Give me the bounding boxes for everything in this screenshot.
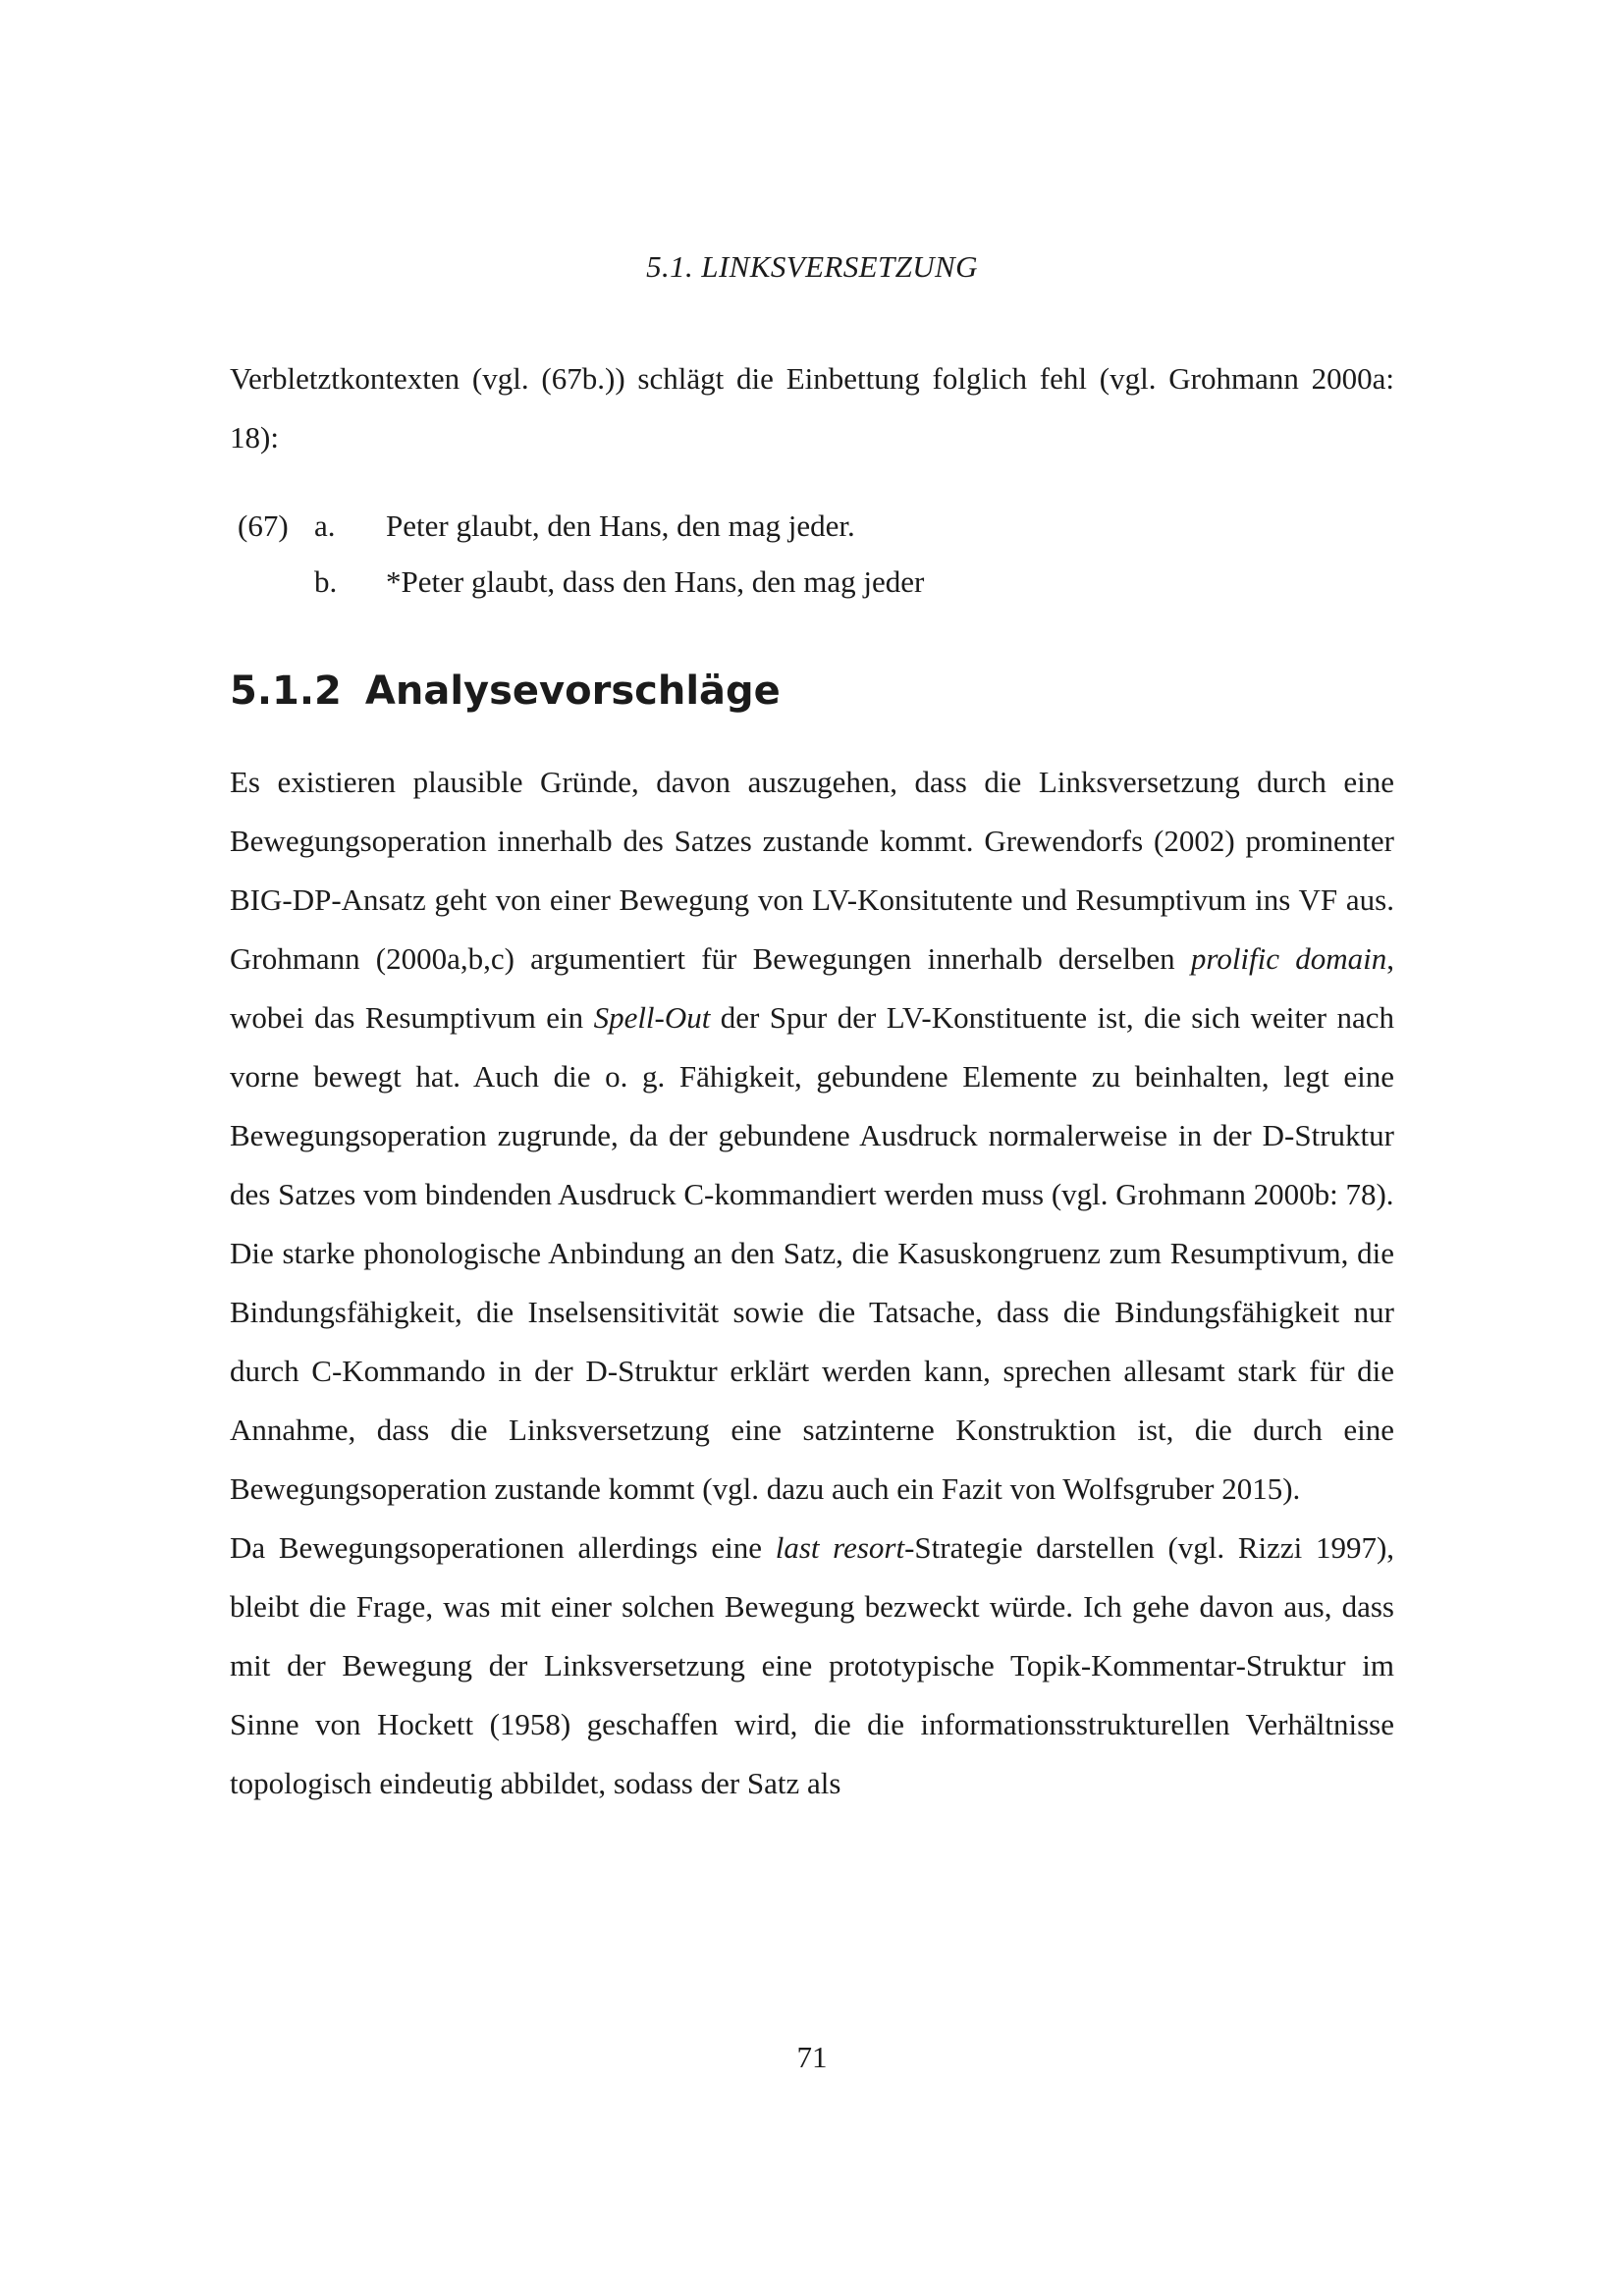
section-title: Analysevorschläge <box>364 668 781 714</box>
page-number: 71 <box>796 2040 828 2074</box>
body-paragraph: Es existieren plausible Gründe, davon auszugehen, dass die Linksversetzung durch eine Bewegungsoperation innerhalb des Satzes zustande kommt. Grewendorfs (2002) prominenter BIG-DP-Ansatz geht von einer Bewegung von LV-Konsitutente und Resumptivum ins VF aus. Grohmann (2000a,b,c) argumentiert für Bewegungen innerhalb derselben prolific domain, wobei das Resumptivum ein Spell-Out der Spur der LV-Konstituente ist, die sich weiter nach vorne bewegt hat. Auch die o. g. Fähigkeit, gebundene Elemente zu beinhalten, legt eine Bewegungsoperation zugrunde, da der gebundene Ausdruck normalerweise in der D-Struktur des Satzes vom bindenden Ausdruck C-kommandiert werden muss (vgl. Grohmann 2000b: 78). <box>230 765 1395 1211</box>
body-paragraph: Die starke phonologische Anbindung an den Satz, die Kasuskongruenz zum Resumptivum, die Bindungsfähigkeit, die Inselsensitivität sowie die Tatsache, dass die Bindungsfähigkeit nur durch C-Kommando in der D-Struktur erklärt werden kann, sprechen allesamt stark für die Annahme, dass die Linksversetzung eine satzinterne Konstruktion ist, die durch eine Bewegungsoperation zustande kommt (vgl. dazu auch ein Fazit von Wolfsgruber 2015). <box>230 1236 1394 1506</box>
section-heading <box>230 667 1394 716</box>
running-header: 5.1. LINKSVERSETZUNG <box>646 249 978 284</box>
section-number: 5.1.2 <box>230 668 342 714</box>
text-block <box>230 0 1394 1813</box>
example-label: a. <box>314 508 336 543</box>
example-text: *Peter glaubt, dass den Hans, den mag jeder <box>386 564 925 599</box>
example-block <box>230 498 1394 610</box>
example-text: Peter glaubt, den Hans, den mag jeder. <box>386 508 855 543</box>
example-item <box>230 554 1394 610</box>
example-label: b. <box>314 564 338 599</box>
body-text <box>230 753 1394 1813</box>
intro-paragraph: Verbletztkontexten (vgl. (67b.)) schlägt die Einbettung folglich fehl (vgl. Grohmann 2000a: 18): <box>230 361 1394 454</box>
example-item <box>230 498 1394 554</box>
example-number: (67) <box>238 508 289 543</box>
body-paragraph: Da Bewegungsoperationen allerdings eine last resort-Strategie darstellen (vgl. Rizzi 1997), bleibt die Frage, was mit einer solchen Bewegung bezweckt würde. Ich gehe davon aus, dass mit der Bewegung der Linksversetzung eine prototypische Topik-Kommentar-Struktur im Sinne von Hockett (1958) geschaffen wird, die die informationsstrukturellen Verhältnisse topologisch eindeutig abbildet, sodass der Satz als <box>230 1530 1395 1800</box>
